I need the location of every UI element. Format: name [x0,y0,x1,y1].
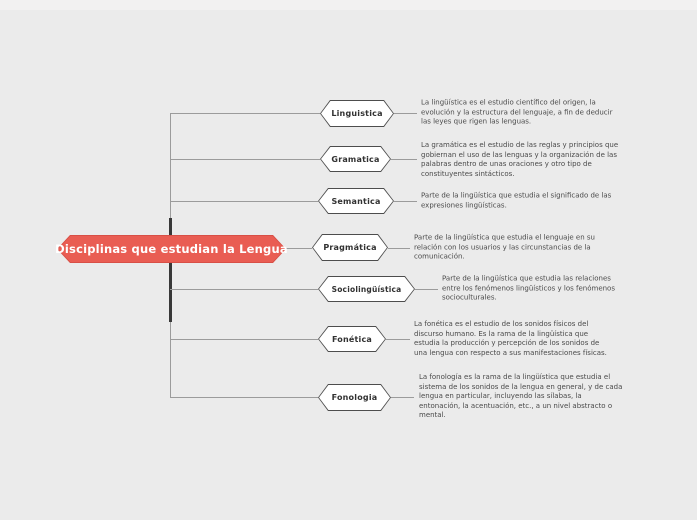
note-gramatica[interactable]: La gramática es el estudio de las reglas y principios que gobiernan el uso de las lenguas y la organización de las palabras dentro de unas oraciones y otro tipo de constituyentes sintácticos. [421,140,619,178]
branch-label-semantica: Semantica [331,196,381,206]
root-node[interactable] [57,235,286,263]
note-sociolinguistica[interactable]: Parte de la lingüística que estudia las relaciones entre los fenómenos lingüísticos y los fenómenos socioculturales. [442,274,615,302]
branch-label-fonologia: Fonologia [331,393,378,402]
branch-label-linguistica: Linguistica [331,109,383,118]
branch-label-sociolinguistica: Sociolingüística [331,284,402,294]
note-fonetica[interactable]: La fonética es el estudio de los sonidos físicos del discurso humano. Es la rama de la lingüística que estudia la producción y percepción de los sonidos de una lengua con respecto a sus manifestaciones físicas. [414,319,607,357]
note-linguistica[interactable]: La lingüística es el estudio científico del origen, la evolución y la estructura del lenguaje, a fin de deducir las leyes que rigen las lenguas. [421,98,613,126]
note-fonologia[interactable]: La fonología es la rama de la lingüística que estudia el sistema de los sonidos de la lengua en general, y de cada lengua en particular, incluyendo las sílabas, la entonación, la acentuación, etc., a un nivel abstracto o mental. [419,373,623,420]
root-node-label: Disciplinas que estudian la Lengua [55,242,288,256]
note-pragmatica[interactable]: Parte de la lingüística que estudia el lenguaje en su relación con los usuarios y las circunstancias de la comunicación. [414,233,595,261]
branch-node-gramatica[interactable] [320,146,391,172]
branch-node-fonologia[interactable] [318,384,391,411]
branch-node-fonetica[interactable] [318,326,386,352]
branch-label-gramatica: Gramatica [331,154,380,164]
branch-label-pragmatica: Pragmática [323,243,377,252]
branch-node-pragmatica[interactable] [312,234,388,261]
branch-label-fonetica: Fonética [331,334,373,344]
branch-node-sociolinguistica[interactable] [318,276,415,302]
branch-node-semantica[interactable] [318,188,394,214]
branch-node-linguistica[interactable] [320,100,394,127]
note-semantica[interactable]: Parte de la lingüística que estudia el significado de las expresiones lingüísticas. [421,191,612,209]
